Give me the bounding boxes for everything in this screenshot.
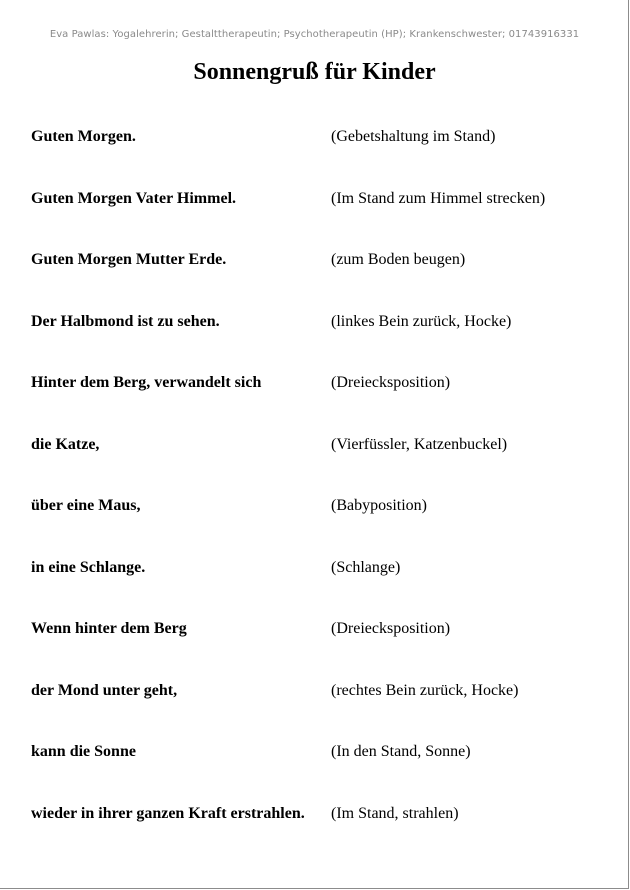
pose-instruction: (Schlange) xyxy=(331,558,401,576)
pose-instruction: (Im Stand zum Himmel strecken) xyxy=(331,189,546,207)
verse-text: der Mond unter geht, xyxy=(31,681,178,699)
verse-text: Guten Morgen Vater Himmel. xyxy=(31,189,237,207)
verse-row xyxy=(31,313,611,375)
verse-text: wieder in ihrer ganzen Kraft erstrahlen. xyxy=(31,804,305,822)
verse-text: in eine Schlange. xyxy=(31,558,146,576)
verse-row xyxy=(31,559,611,621)
verse-row xyxy=(31,620,611,682)
verse-row xyxy=(31,682,611,744)
verse-row xyxy=(31,190,611,252)
pose-instruction: (zum Boden beugen) xyxy=(331,251,466,268)
verse-row xyxy=(31,497,611,559)
verse-text: über eine Maus, xyxy=(31,497,141,514)
pose-instruction: (Dreiecksposition) xyxy=(331,374,451,391)
pose-instruction: (Dreiecksposition) xyxy=(331,620,451,637)
verse-row xyxy=(31,805,611,867)
verse-row xyxy=(31,251,611,313)
pose-instruction: (Vierfüssler, Katzenbuckel) xyxy=(331,435,508,453)
verse-list xyxy=(31,128,611,866)
verse-text: Der Halbmond ist zu sehen. xyxy=(31,312,220,330)
contact-header: Eva Pawlas: Yogalehrerin; Gestalttherapeutin; Psychotherapeutin (HP); Krankenschwester; 01743916331 xyxy=(49,29,580,40)
pose-instruction: (Gebetshaltung im Stand) xyxy=(331,128,496,145)
verse-text: die Katze, xyxy=(31,435,100,453)
verse-row xyxy=(31,128,611,190)
pose-instruction: (rechtes Bein zurück, Hocke) xyxy=(331,681,519,699)
verse-text: Guten Morgen Mutter Erde. xyxy=(31,251,227,268)
verse-row xyxy=(31,743,611,805)
pose-instruction: (In den Stand, Sonne) xyxy=(331,743,471,760)
verse-text: Wenn hinter dem Berg xyxy=(31,620,187,637)
verse-text: Hinter dem Berg, verwandelt sich xyxy=(31,374,262,391)
verse-text: Guten Morgen. xyxy=(31,128,136,145)
verse-row xyxy=(31,374,611,436)
pose-instruction: (linkes Bein zurück, Hocke) xyxy=(331,312,512,330)
verse-row xyxy=(31,436,611,498)
pose-instruction: (Babyposition) xyxy=(331,497,427,514)
verse-text: kann die Sonne xyxy=(31,743,136,760)
page-title: Sonnengruß für Kinder xyxy=(193,59,436,85)
pose-instruction: (Im Stand, strahlen) xyxy=(331,804,459,822)
